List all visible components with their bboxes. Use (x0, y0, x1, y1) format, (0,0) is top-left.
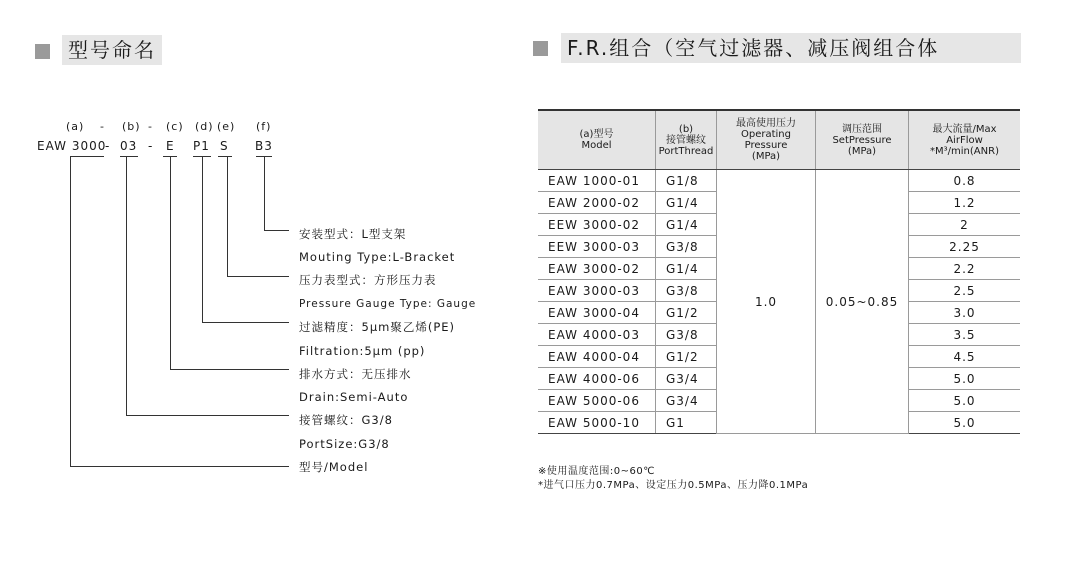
code-letter-b: (b) (122, 120, 141, 133)
desc-drain-en: Drain:Semi-Auto (299, 390, 409, 404)
cell-air-flow: 5.0 (909, 390, 1021, 412)
desc-gauge-en: Pressure Gauge Type: Gauge (299, 298, 477, 310)
cell-model: EAW 3000-04 (538, 302, 656, 324)
header-model: (a)型号 Model (538, 110, 656, 170)
cell-port: G1/8 (656, 170, 717, 192)
underline-port (120, 156, 138, 157)
cell-air-flow: 3.0 (909, 302, 1021, 324)
code-part-dash-1: - (105, 139, 111, 153)
spec-table (538, 109, 1020, 434)
code-letter-d: (d) (195, 120, 214, 133)
leader-drain-h (170, 369, 289, 370)
desc-filtration-cn: 过滤精度：5μm聚乙烯(PE) (299, 320, 456, 334)
desc-mounting-en: Mouting Type:L-Bracket (299, 250, 456, 264)
note-conditions: *进气口压力0.7MPa、设定压力0.5MPa、压力降0.1MPa (538, 480, 809, 491)
code-part-filtration: P1 (193, 139, 210, 153)
header-operating-pressure: 最高使用压力 Operating Pressure (MPa) (717, 110, 816, 170)
desc-model: 型号/Model (299, 460, 369, 474)
left-section-title: 型号命名 (62, 35, 162, 65)
cell-air-flow: 2 (909, 214, 1021, 236)
cell-model: EAW 5000-10 (538, 412, 656, 434)
cell-model: EAW 5000-06 (538, 390, 656, 412)
desc-port-en: PortSize:G3/8 (299, 437, 390, 451)
cell-model: EAW 3000-03 (538, 280, 656, 302)
cell-port: G3/8 (656, 280, 717, 302)
desc-filtration-en: Filtration:5μm (pp) (299, 344, 426, 358)
cell-port: G3/8 (656, 324, 717, 346)
code-letter-f: (f) (256, 120, 272, 133)
underline-series (70, 156, 104, 157)
code-letter-dash-1: - (100, 120, 105, 133)
code-part-dash-2: - (148, 139, 154, 153)
header-set-pressure: 调压范围 SetPressure (MPa) (816, 110, 909, 170)
section-bullet-left (35, 44, 50, 59)
cell-air-flow: 2.5 (909, 280, 1021, 302)
cell-air-flow: 4.5 (909, 346, 1021, 368)
leader-drain-v (170, 157, 171, 369)
cell-port: G3/4 (656, 390, 717, 412)
cell-model: EEW 3000-02 (538, 214, 656, 236)
cell-model: EAW 2000-02 (538, 192, 656, 214)
note-temperature: ※使用温度范围:0~60℃ (538, 466, 655, 477)
section-bullet-right (533, 41, 548, 56)
spec-table-body (538, 170, 1020, 434)
desc-mounting-cn: 安装型式：L型支架 (299, 227, 407, 241)
cell-operating-pressure: 1.0 (717, 170, 816, 434)
cell-model: EAW 1000-01 (538, 170, 656, 192)
leader-port-v (126, 157, 127, 415)
cell-set-pressure: 0.05~0.85 (816, 170, 909, 434)
cell-port: G1/4 (656, 192, 717, 214)
cell-port: G1 (656, 412, 717, 434)
leader-bracket-v (264, 157, 265, 230)
cell-air-flow: 0.8 (909, 170, 1021, 192)
cell-model: EAW 4000-06 (538, 368, 656, 390)
cell-port: G3/8 (656, 236, 717, 258)
leader-gauge-h (227, 276, 289, 277)
header-air-flow: 最大流量/Max AirFlow *M³/min(ANR) (909, 110, 1021, 170)
cell-air-flow: 2.2 (909, 258, 1021, 280)
desc-port-cn: 接管螺纹：G3/8 (299, 413, 393, 427)
cell-model: EAW 4000-04 (538, 346, 656, 368)
desc-drain-cn: 排水方式：无压排水 (299, 367, 412, 381)
leader-port-h (126, 415, 289, 416)
code-letter-a: (a) (66, 120, 85, 133)
leader-gauge-v (227, 157, 228, 276)
code-letter-dash-2: - (148, 120, 153, 133)
cell-model: EAW 3000-02 (538, 258, 656, 280)
underline-gauge (218, 156, 232, 157)
cell-port: G1/4 (656, 258, 717, 280)
code-part-drain: E (166, 139, 175, 153)
right-section-title: F.R.组合（空气过滤器、减压阀组合体 (561, 33, 1021, 63)
leader-model-v (70, 157, 71, 466)
cell-port: G1/4 (656, 214, 717, 236)
code-part-port: 03 (120, 139, 138, 153)
cell-port: G3/4 (656, 368, 717, 390)
table-row (538, 170, 1020, 192)
cell-model: EAW 4000-03 (538, 324, 656, 346)
header-port-thread: (b) 接管螺纹 PortThread (656, 110, 717, 170)
cell-port: G1/2 (656, 346, 717, 368)
leader-filtration-v (202, 157, 203, 322)
cell-air-flow: 5.0 (909, 412, 1021, 434)
cell-air-flow: 1.2 (909, 192, 1021, 214)
desc-gauge-cn: 压力表型式：方形压力表 (299, 273, 437, 287)
cell-model: EEW 3000-03 (538, 236, 656, 258)
code-part-bracket: B3 (255, 139, 273, 153)
leader-filtration-h (202, 322, 289, 323)
leader-bracket-h (264, 230, 289, 231)
cell-air-flow: 2.25 (909, 236, 1021, 258)
cell-air-flow: 5.0 (909, 368, 1021, 390)
cell-air-flow: 3.5 (909, 324, 1021, 346)
code-letter-c: (c) (166, 120, 184, 133)
code-part-gauge: S (220, 139, 229, 153)
leader-model-h (70, 466, 289, 467)
code-letter-e: (e) (217, 120, 236, 133)
cell-port: G1/2 (656, 302, 717, 324)
code-part-series: EAW 3000 (37, 139, 107, 153)
